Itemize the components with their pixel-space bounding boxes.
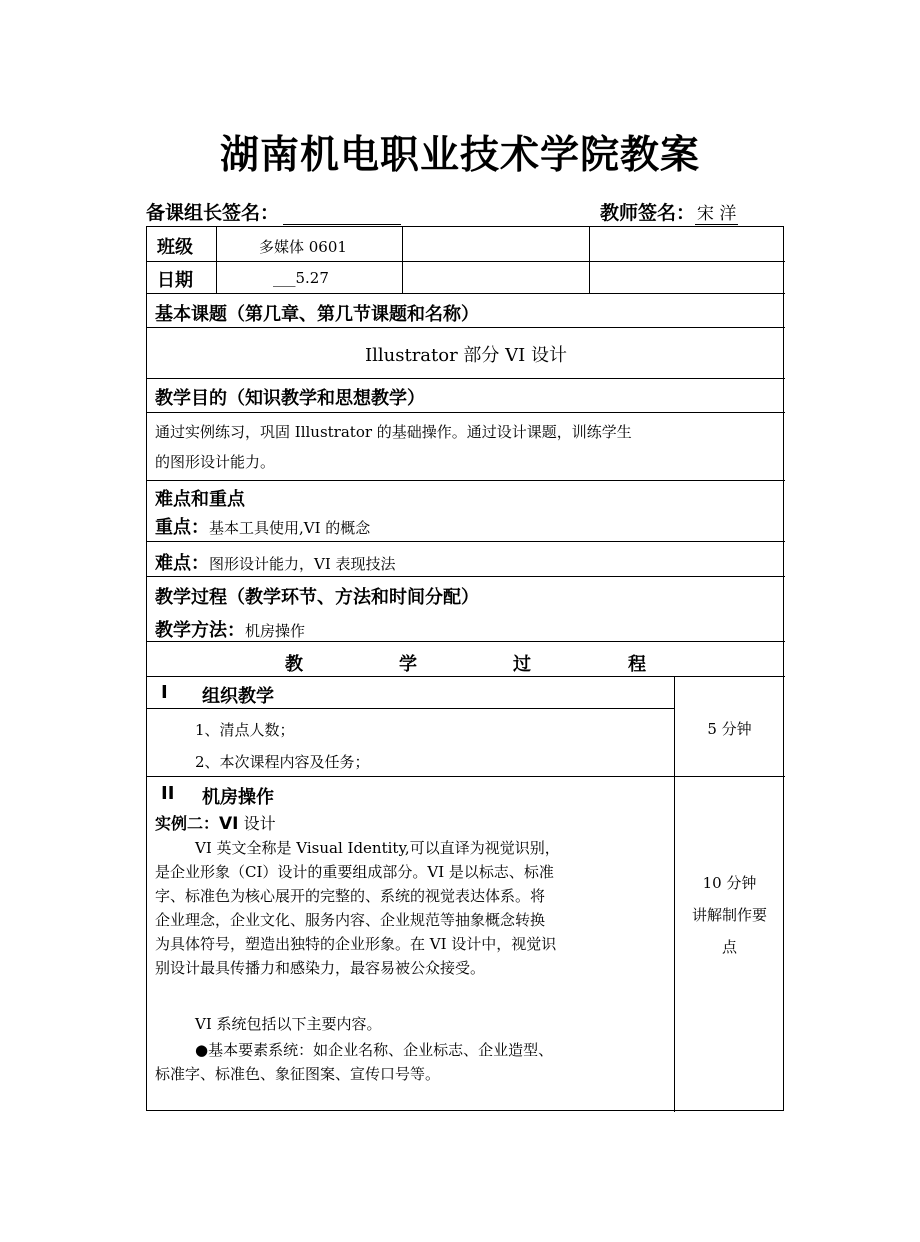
paragraph1-line: 别设计最具传播力和感染力，最容易被公众接受。 [155,959,486,977]
example-prefix: 实例二： [155,814,220,833]
group-leader-label: 备课组长签名： [146,202,280,224]
paragraph1-line: VI 英文全称是 Visual Identity,可以直译为视觉识别， [195,839,560,857]
objective-text-line1: 通过实例练习，巩固 Illustrator 的基础操作。通过设计课题，训练学生 [155,423,632,441]
process-label: 教学过程（教学环节、方法和时间分配） [155,587,479,608]
method-label: 教学方法： [155,620,245,641]
paragraph1-line: 字、标准色为核心展开的完整的、系统的视觉表达体系。将 [155,887,546,905]
section1-item2: 2、本次课程内容及任务； [195,753,370,771]
example-heading [155,811,276,834]
row-divider [147,480,785,481]
document-title: 湖南机电职业技术学院教案 [219,133,700,178]
row-divider [147,412,785,413]
process-heading-char: 学 [399,654,417,675]
difficulty-label: 难点和重点 [155,489,245,510]
column-divider [402,227,403,293]
process-heading-char: 程 [628,654,646,675]
class-label: 班级 [157,237,193,258]
row-divider [147,378,785,379]
row-divider [147,293,785,294]
date-value: ___5.27 [273,269,329,287]
hard-point [155,549,396,575]
group-leader-blank [283,204,401,225]
objective-text-line2: 的图形设计能力。 [155,453,276,471]
example-vi: VI [219,814,239,834]
process-heading-char: 过 [513,654,531,675]
paragraph1-line: 是企业形象（CI）设计的重要组成部分。VI 是以标志、标准 [155,863,554,881]
example-suffix: 设计 [238,814,276,833]
process-heading-char: 教 [285,654,303,675]
row-divider [147,676,785,677]
row-divider [147,776,785,777]
column-divider [674,676,675,1112]
key-point-text: 基本工具使用,VI 的概念 [209,519,371,537]
section2-number: II [161,783,175,804]
column-divider [216,227,217,293]
key-point [155,513,370,539]
row-divider [147,708,674,709]
method-value: 机房操作 [245,622,306,640]
teacher-name: 宋 洋 [697,204,737,224]
date-label: 日期 [157,270,193,291]
column-divider [589,227,590,293]
teaching-method [155,616,305,642]
topic-value: Illustrator 部分 VI 设计 [365,345,567,366]
row-divider [147,576,785,577]
section2-time: 10 分钟 [702,874,757,892]
teacher-label: 教师签名： [600,202,696,224]
section1-title: 组织教学 [202,686,274,707]
hard-point-text: 图形设计能力，VI 表现技法 [209,555,396,573]
objective-label: 教学目的（知识教学和思想教学） [155,388,425,409]
signature-row [146,196,786,226]
row-divider [147,541,785,542]
section1-time: 5 分钟 [707,720,752,738]
row-divider [147,261,785,262]
lesson-plan-table [146,226,784,1111]
hard-point-label: 难点： [155,553,209,574]
topic-label: 基本课题（第几章、第几节课题和名称） [155,304,479,325]
paragraph2-line: VI 系统包括以下主要内容。 [195,1015,382,1033]
section2-title: 机房操作 [202,787,274,808]
key-point-label: 重点： [155,517,209,538]
class-value: 多媒体 0601 [259,238,347,256]
section2-note-line: 点 [721,938,737,956]
section2-note-line: 讲解制作要 [691,906,767,924]
paragraph1-line: 为具体符号，塑造出独特的企业形象。在 VI 设计中，视觉识 [155,935,557,953]
row-divider [147,327,785,328]
paragraph1-line: 企业理念，企业文化、服务内容、企业规范等抽象概念转换 [155,911,546,929]
paragraph3-line: 标准字、标准色、象征图案、宣传口号等。 [155,1065,441,1083]
paragraph3-line: ●基本要素系统：如企业名称、企业标志、企业造型、 [195,1041,554,1059]
section1-item1: 1、清点人数； [195,721,295,739]
section1-number: I [161,682,168,703]
teacher-signature [600,198,738,225]
group-leader-signature [146,198,401,225]
